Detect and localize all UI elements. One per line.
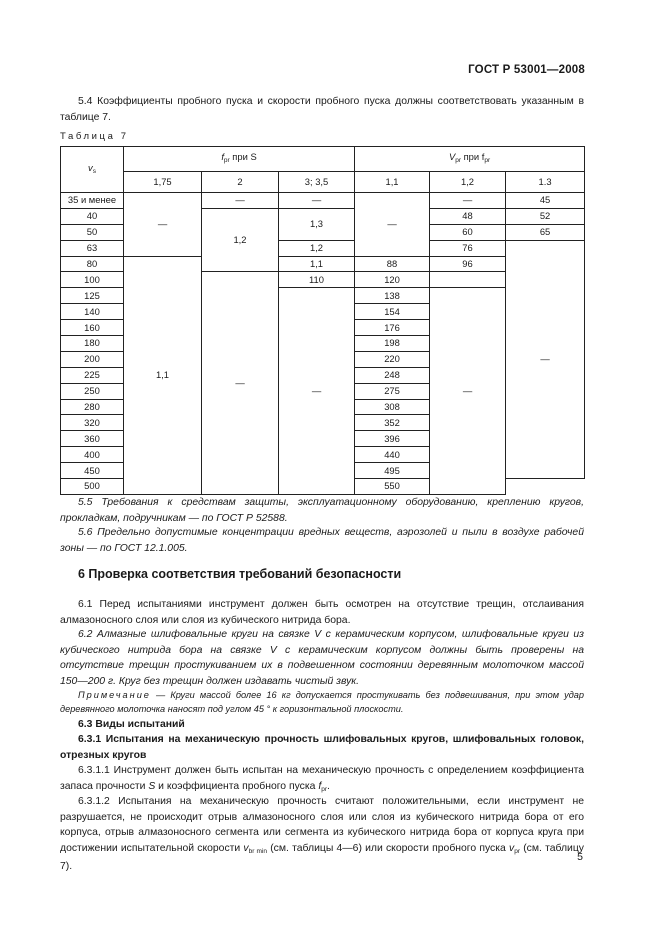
subheader: 1,1 — [355, 172, 430, 193]
cell: 45 — [506, 193, 585, 209]
note: Примечание — Круги массой более 16 кг допускается простукивать без подвешивания, при этом удар деревянного молоточка наносят под углом 45 ° к горизонтальной плоскости. — [60, 690, 584, 714]
cell: 138 — [355, 288, 430, 304]
row-label: 80 — [61, 256, 124, 272]
paragraph-6-1: 6.1 Перед испытаниями инструмент должен быть осмотрен на отсутствие трещин, отслаивания алмазоносного слоя или слоя из кубического нитрида бора. — [60, 599, 584, 626]
row-label: 180 — [61, 336, 124, 352]
subheader: 2 — [202, 172, 279, 193]
paragraph-6-2: 6.2 Алмазные шлифовальные круги на связке V с керамическим корпусом, шлифовальные круги из кубического нитрида бора на связке V с керамическим корпусом должны быть проверены на отсутствие трещин простукиванием их в подвешенном состоянии деревянным молоточком массой 150—200 г. Круг без трещин должен издавать чистый звук. — [60, 629, 584, 687]
row-label: 140 — [61, 304, 124, 320]
cell: 275 — [355, 383, 430, 399]
cell: 154 — [355, 304, 430, 320]
row-label: 35 и менее — [61, 193, 124, 209]
table-caption: Таблица 7 — [60, 131, 129, 142]
row-label: 40 — [61, 208, 124, 224]
cell-13-bottom: — — [506, 240, 585, 478]
row-label: 450 — [61, 463, 124, 479]
cell-3-bottom: — — [202, 272, 279, 494]
cell: 1,3 — [279, 208, 355, 240]
cell: 495 — [355, 463, 430, 479]
row-label: 400 — [61, 447, 124, 463]
row-label: 360 — [61, 431, 124, 447]
cell: 96 — [430, 256, 506, 272]
cell: 52 — [506, 208, 585, 224]
cell: 396 — [355, 431, 430, 447]
row-label: 200 — [61, 351, 124, 367]
cell-11-top: — — [355, 193, 430, 257]
page-number: 5 — [577, 851, 583, 863]
subheader: 3; 3,5 — [279, 172, 355, 193]
header-vs: $v_s$ — [61, 147, 124, 193]
cell: — — [202, 193, 279, 209]
cell-2-bottom: — — [279, 288, 355, 495]
document-code: ГОСТ Р 53001—2008 — [468, 64, 585, 76]
cell-175-bottom: 1,1 — [124, 256, 202, 494]
row-label: 320 — [61, 415, 124, 431]
cell: 76 — [430, 240, 506, 256]
row-label: 160 — [61, 320, 124, 336]
header-vpr: $V_{pr}$ при $f_{pr}$ — [355, 147, 585, 172]
subheader: 1,75 — [124, 172, 202, 193]
cell-2-mid: 1,2 — [202, 208, 279, 272]
row-label: 100 — [61, 272, 124, 288]
cell: 176 — [355, 320, 430, 336]
cell: 1,1 — [279, 256, 355, 272]
cell: 198 — [355, 336, 430, 352]
paragraph-6-3-1-1: 6.3.1.1 Инструмент должен быть испытан на механическую прочность с определением коэффициента запаса прочности S и коэффициента пробного пуска $f_{pr}$. — [60, 765, 584, 793]
cell: 110 — [279, 272, 355, 288]
cell: 248 — [355, 367, 430, 383]
cell: 60 — [430, 224, 506, 240]
heading-6-3: 6.3 Виды испытаний — [78, 719, 185, 730]
cell: 120 — [355, 272, 430, 288]
cell-12-bottom: — — [430, 288, 506, 495]
table-7 — [60, 146, 585, 495]
heading-6-3-1: 6.3.1 Испытания на механическую прочность шлифовальных кругов, шлифовальных головок, отрезных кругов — [60, 734, 584, 761]
row-label: 225 — [61, 367, 124, 383]
header-fpr: $f_{pr}$ при S — [124, 147, 355, 172]
subheader: 1,2 — [430, 172, 506, 193]
subheader: 1.3 — [506, 172, 585, 193]
cell: 65 — [506, 224, 585, 240]
cell: 308 — [355, 399, 430, 415]
cell: 352 — [355, 415, 430, 431]
row-label: 500 — [61, 479, 124, 495]
cell: 48 — [430, 208, 506, 224]
cell: — — [279, 193, 355, 209]
paragraph-5-6: 5.6 Предельно допустимые концентрации вредных веществ, аэрозолей и пыли в воздухе рабочей зоны — по ГОСТ 12.1.005. — [60, 527, 584, 554]
paragraph-5-4: 5.4 Коэффициенты пробного пуска и скорости пробного пуска должны соответствовать указанным в таблице 7. — [60, 96, 584, 123]
cell: — — [430, 193, 506, 209]
row-label: 50 — [61, 224, 124, 240]
cell: 1,2 — [279, 240, 355, 256]
row-label: 250 — [61, 383, 124, 399]
row-label: 280 — [61, 399, 124, 415]
section-6-title: 6 Проверка соответствия требований безопасности — [78, 567, 402, 581]
row-label: 125 — [61, 288, 124, 304]
cell: 550 — [355, 479, 430, 495]
paragraph-6-3-1-2: 6.3.1.2 Испытания на механическую прочность считают положительными, если инструмент не разрушается, не происходит отрыв алмазоносного слоя или слоя из кубического нитрида бора от его корпуса, отрыв алмазоносного сегмента или сегмента из кубического нитрида бора от корпуса круга при достижении испытательной скорости $v_{br min}$ (см. таблицы 4—6) или скорости пробного пуска $v_{pr}$ (см. таблицу 7). — [60, 796, 584, 872]
cell: 88 — [355, 256, 430, 272]
cell-175-top: — — [124, 193, 202, 257]
paragraph-5-5: 5.5 Требования к средствам защиты, эксплуатационному оборудованию, креплению кругов, прокладкам, подручникам — по ГОСТ Р 52588. — [60, 497, 584, 524]
cell: 440 — [355, 447, 430, 463]
row-label: 63 — [61, 240, 124, 256]
cell: 220 — [355, 351, 430, 367]
